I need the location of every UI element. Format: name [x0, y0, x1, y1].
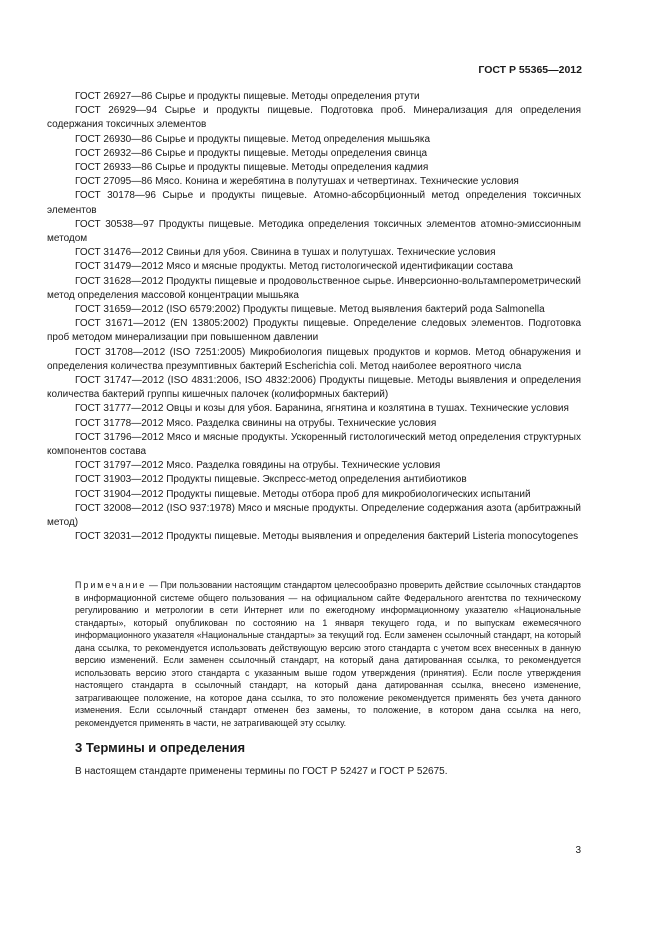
reference-item: ГОСТ 31708—2012 (ISO 7251:2005) Микробиология пищевых продуктов и кормов. Метод обнаружения и определения количества презумптивных бактерий Escherichia coli. Метод наиболее вероятного числа: [47, 346, 581, 372]
reference-line: [47, 417, 581, 431]
document-code-header: ГОСТ Р 55365—2012: [478, 64, 582, 76]
reference-line: [47, 189, 581, 217]
page-number: 3: [575, 845, 581, 856]
section-heading: 3 Термины и определения: [75, 740, 246, 755]
note-paragraph: [75, 579, 581, 729]
reference-line: [47, 275, 581, 303]
reference-line: [47, 317, 581, 345]
reference-line: [47, 218, 581, 246]
reference-item: ГОСТ 32031—2012 Продукты пищевые. Методы выявления и определения бактерий Listeria monocytogenes: [75, 531, 579, 543]
reference-item: ГОСТ 31904—2012 Продукты пищевые. Методы отбора проб для микробиологических испытаний: [75, 488, 531, 500]
reference-item: ГОСТ 30178—96 Сырье и продукты пищевые. Атомно-абсорбционный метод определения токсичных элементов: [47, 190, 581, 216]
reference-item: ГОСТ 31479—2012 Мясо и мясные продукты. Метод гистологической идентификации состава: [75, 261, 513, 273]
reference-line: [47, 90, 581, 104]
reference-item: ГОСТ 31777—2012 Овцы и козы для убоя. Баранина, ягнятина и козлятина в тушах. Технические условия: [75, 403, 569, 415]
reference-line: [47, 346, 581, 374]
reference-line: [47, 161, 581, 175]
reference-item: ГОСТ 31747—2012 (ISO 4831:2006, ISO 4832:2006) Продукты пищевые. Методы выявления и определения количества бактерий группы кишечных палочек (колиформных бактерий): [47, 375, 581, 401]
section-body-text: В настоящем стандарте применены термины по ГОСТ Р 52427 и ГОСТ Р 52675.: [75, 766, 448, 777]
reference-line: [47, 502, 581, 530]
reference-line: [47, 133, 581, 147]
reference-line: [47, 459, 581, 473]
reference-line: [47, 402, 581, 416]
reference-line: [47, 530, 581, 544]
reference-item: ГОСТ 32008—2012 (ISO 937:1978) Мясо и мясные продукты. Определение содержания азота (арбитражный метод): [47, 502, 581, 529]
reference-item: ГОСТ 31796—2012 Мясо и мясные продукты. Ускоренный гистологический метод определения структурных компонентов состава: [47, 431, 581, 458]
reference-item: ГОСТ 31797—2012 Мясо. Разделка говядины на отрубы. Технические условия: [75, 460, 441, 472]
reference-item: ГОСТ 31659—2012 (ISO 6579:2002) Продукты пищевые. Метод выявления бактерий рода Salmonella: [75, 304, 545, 316]
reference-line: [47, 147, 581, 161]
reference-line: [47, 488, 581, 502]
reference-item: ГОСТ 30538—97 Продукты пищевые. Методика определения токсичных элементов атомно-эмиссионным методом: [47, 218, 581, 245]
reference-item: ГОСТ 31903—2012 Продукты пищевые. Экспресс-метод определения антибиотиков: [75, 474, 467, 486]
reference-item: ГОСТ 31476—2012 Свиньи для убоя. Свинина в тушах и полутушах. Технические условия: [75, 247, 496, 259]
reference-item: ГОСТ 31778—2012 Мясо. Разделка свинины на отрубы. Технические условия: [75, 417, 437, 429]
reference-line: [47, 246, 581, 260]
reference-line: [47, 104, 581, 132]
reference-item: ГОСТ 26927—86 Сырье и продукты пищевые. Методы определения ртути: [75, 91, 420, 102]
note-text: — При пользовании настоящим стандартом целесообразно проверить действие ссылочных стандартов в информационной системе общего пользования — на официальном сайте Федерального агентства по техническому регулированию и метрологии в сети Интернет или по ежегодному информационному указателю «Национальные стандарты», который опубликован по состоянию на 1 января текущего года, и по выпускам ежемесячного информационного указателя «Национальные стандарты» за текущий год. Если заменен ссылочный стандарт, на который дана ссылка, то рекомендуется использовать действующую версию этого стандарта с учетом всех внесенных в данную версию изменений. Если заменен ссылочный стандарт, на который дана датированная ссылка, то рекомендуется использовать версию этого стандарта с указанным выше годом утверждения (принятия). Если после утверждения настоящего стандарта в ссылочный стандарт, на который дана датированная ссылка, внесено изменение, затрагивающее положение, на которое дана ссылка, то это положение рекомендуется применять без учета данного изменения. Если ссылочный стандарт отменен без замены, то положение, в котором дана ссылка на него, рекомендуется применять в части, не затрагивающей эту ссылку.: [75, 580, 581, 728]
reference-item: ГОСТ 26932—86 Сырье и продукты пищевые. Методы определения свинца: [75, 147, 428, 159]
reference-item: ГОСТ 26929—94 Сырье и продукты пищевые. Подготовка проб. Минерализация для определения содержания токсичных элементов: [47, 105, 581, 131]
reference-item: ГОСТ 31671—2012 (EN 13805:2002) Продукты пищевые. Определение следовых элементов. Подготовка проб методом минерализации при повышенном давлении: [47, 318, 581, 344]
reference-line: [47, 260, 581, 274]
reference-item: ГОСТ 31628—2012 Продукты пищевые и продовольственное сырье. Инверсионно-вольтамперометрический метод определения массовой концентрации мышьяка: [47, 275, 581, 301]
note-label: Примечание: [75, 580, 147, 590]
reference-line: [47, 175, 581, 189]
normative-references-list: [47, 90, 581, 545]
reference-item: ГОСТ 26930—86 Сырье и продукты пищевые. Метод определения мышьяка: [75, 133, 431, 145]
reference-line: [47, 303, 581, 317]
reference-line: [47, 374, 581, 402]
reference-item: ГОСТ 26933—86 Сырье и продукты пищевые. Методы определения кадмия: [75, 162, 429, 174]
reference-line: [47, 473, 581, 487]
reference-item: ГОСТ 27095—86 Мясо. Конина и жеребятина в полутушах и четвертинах. Технические условия: [75, 176, 519, 188]
reference-line: [47, 431, 581, 459]
